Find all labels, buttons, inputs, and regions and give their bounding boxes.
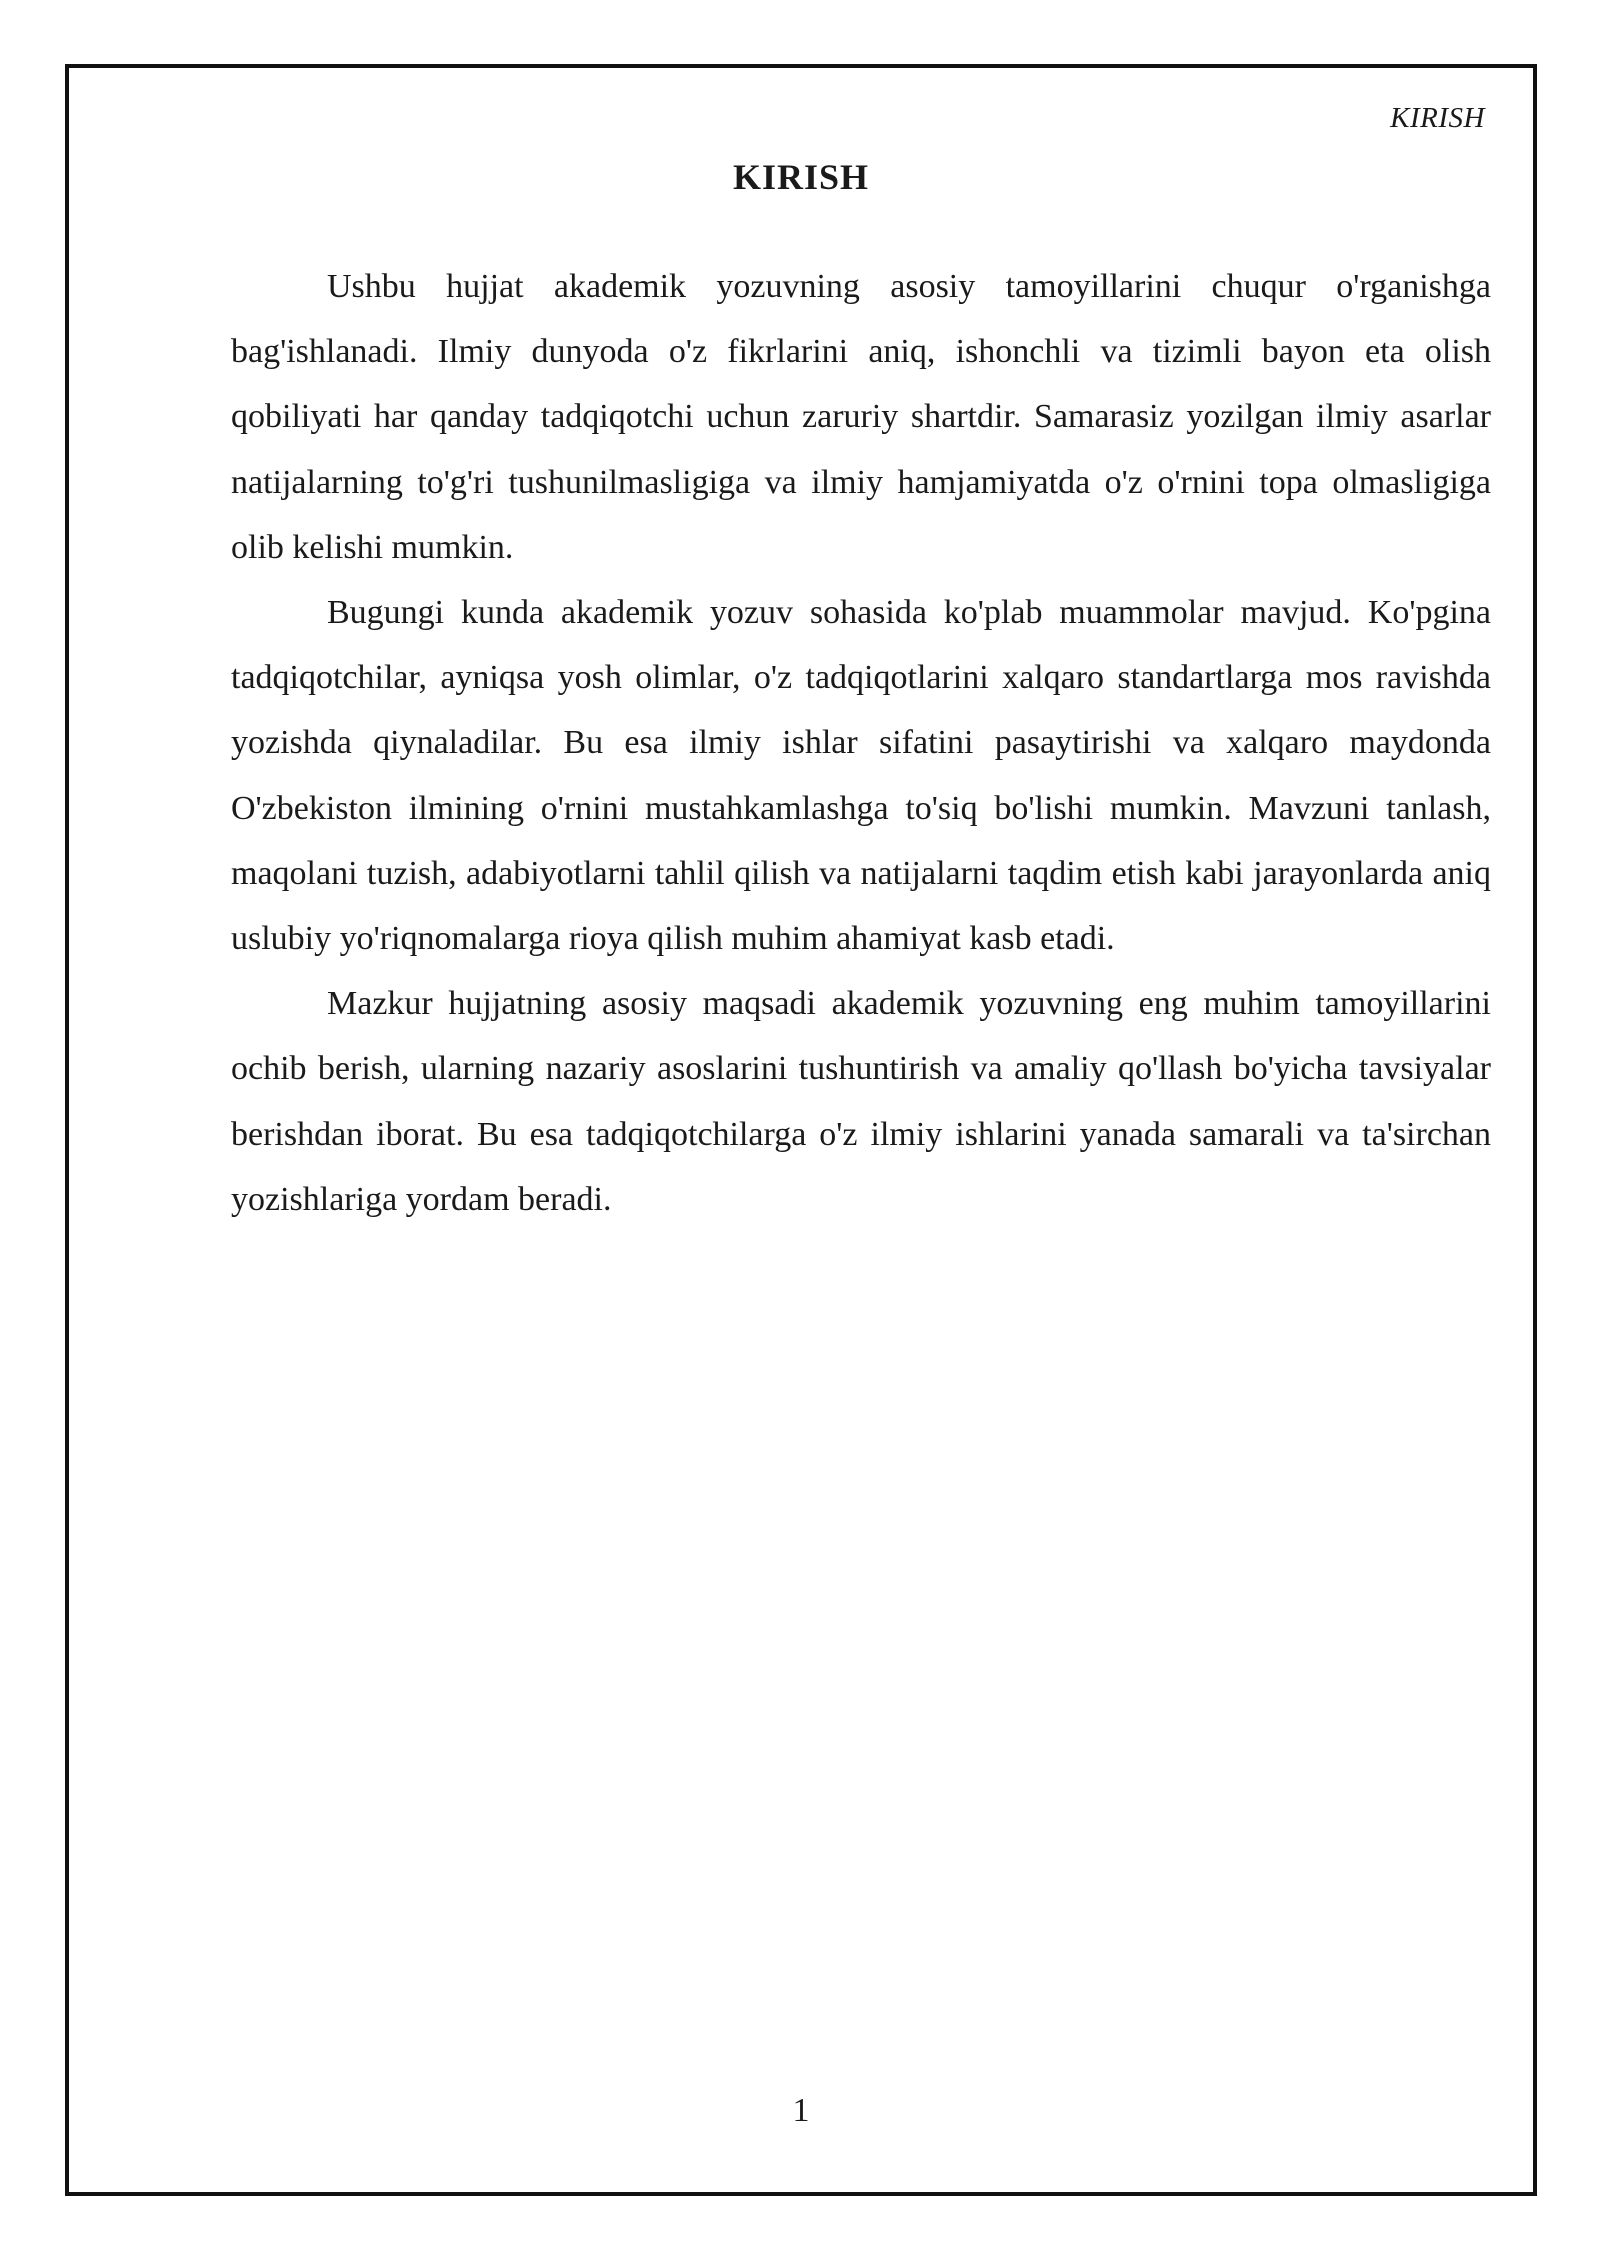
paragraph: Mazkur hujjatning asosiy maqsadi akademik yozuvning eng muhim tamoyillarini ochib berish, ularning nazariy asoslarini tushuntirish va amaliy qo'llash bo'yicha tavsiyalar berishdan iborat. Bu esa tadqiqotchilarga o'z ilmiy ishlarini yanada samarali va ta'sirchan yozishlariga yordam beradi. <box>231 985 1491 1218</box>
paragraph: Ushbu hujjat akademik yozuvning asosiy tamoyillarini chuqur o'rganishga bag'ishlanadi. Ilmiy dunyoda o'z fikrlarini aniq, ishonchli va tizimli bayon eta olish qobiliyati har qanday tadqiqotchi uchun zaruriy shartdir. Samarasiz yozilgan ilmiy asarlar natijalarning to'g'ri tushunilmasligiga va ilmiy hamjamiyatda o'z o'rnini topa olmasligiga olib kelishi mumkin. <box>231 268 1491 566</box>
page-title: KIRISH <box>732 157 870 197</box>
page-border-frame <box>65 64 1537 2196</box>
page-number: 1 <box>792 2092 810 2129</box>
body-text <box>231 254 1491 1232</box>
running-header: KIRISH <box>1390 102 1485 134</box>
paragraph: Bugungi kunda akademik yozuv sohasida ko'plab muammolar mavjud. Ko'pgina tadqiqotchilar, ayniqsa yosh olimlar, o'z tadqiqotlarini xalqaro standartlarga mos ravishda yozishda qiynaladilar. Bu esa ilmiy ishlar sifatini pasaytirishi va xalqaro maydonda O'zbekiston ilmining o'rnini mustahkamlashga to'siq bo'lishi mumkin. Mavzuni tanlash, maqolani tuzish, adabiyotlarni tahlil qilish va natijalarni taqdim etish kabi jarayonlarda aniq uslubiy yo'riqnomalarga rioya qilish muhim ahamiyat kasb etadi. <box>231 594 1491 958</box>
